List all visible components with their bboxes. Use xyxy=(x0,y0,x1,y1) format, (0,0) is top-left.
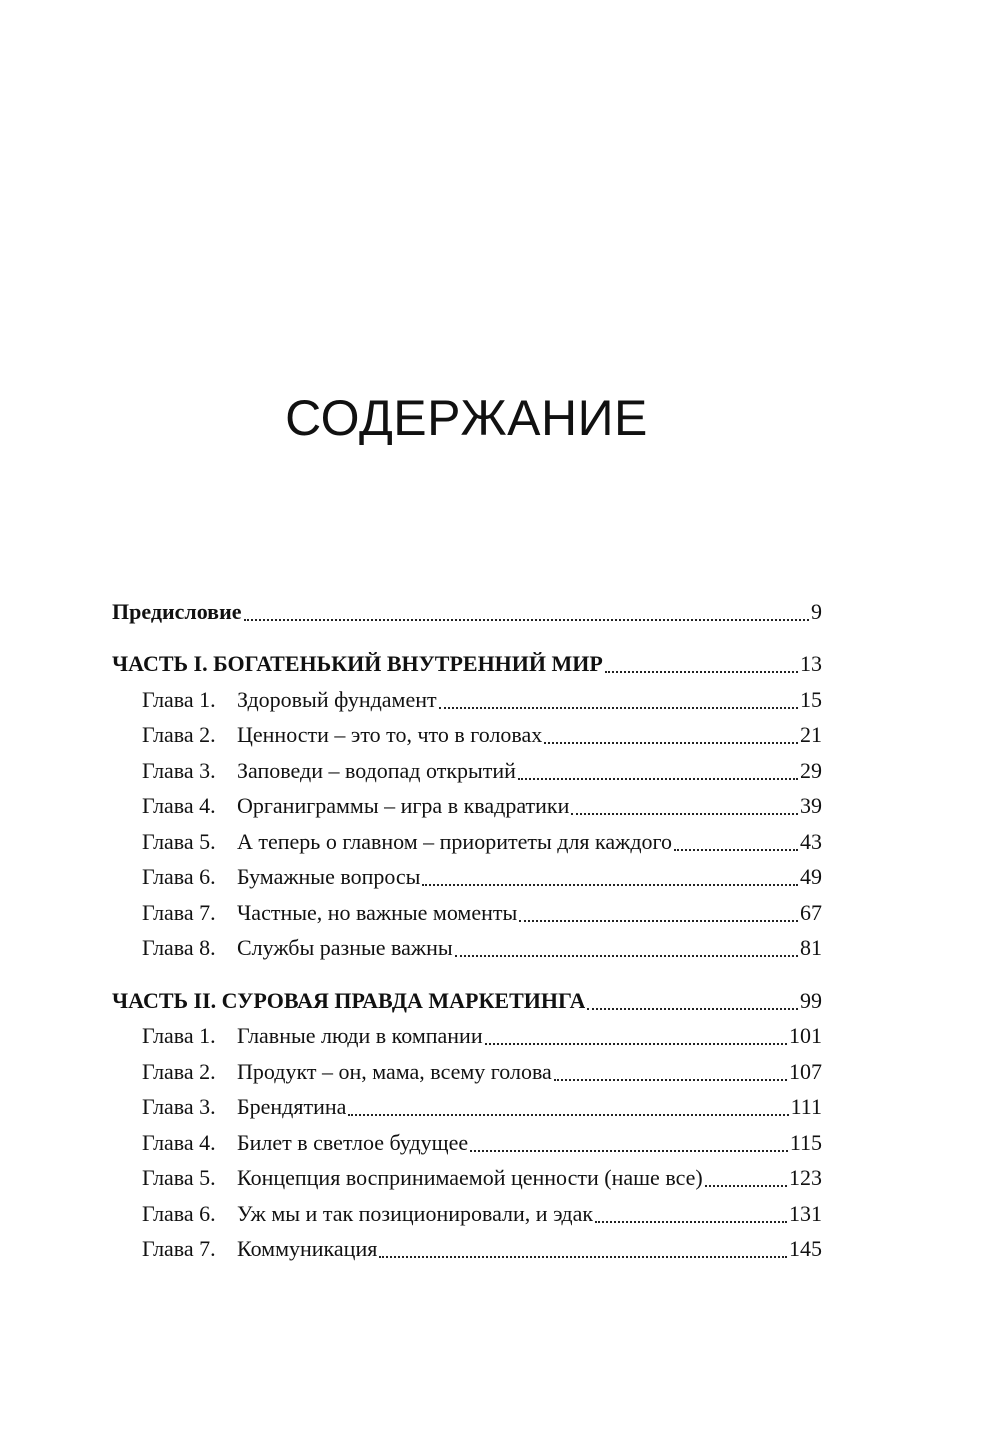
dot-leader xyxy=(554,1078,787,1081)
dot-leader xyxy=(439,706,798,709)
toc-entry-title: Заповеди – водопад открытий xyxy=(237,757,516,783)
toc-entry-title: ЧАСТЬ II. СУРОВАЯ ПРАВДА МАРКЕТИНГА xyxy=(112,987,586,1013)
dot-leader xyxy=(470,1149,788,1152)
toc-entry-part-2[interactable] xyxy=(112,983,822,1019)
toc-entry-chapter[interactable] xyxy=(112,824,822,860)
toc-entry-number: Глава 5. xyxy=(142,828,216,854)
dot-leader xyxy=(544,741,798,744)
toc-entry-page: 13 xyxy=(800,651,822,677)
toc-entry-number: Глава 3. xyxy=(142,1094,216,1120)
toc-entry-chapter[interactable] xyxy=(112,1019,822,1055)
toc-entry-part-1[interactable] xyxy=(112,647,822,683)
toc-entry-page: 9 xyxy=(811,598,822,624)
toc-entry-page: 123 xyxy=(789,1165,822,1191)
dot-leader xyxy=(422,883,798,886)
toc-entry-title: Здоровый фундамент xyxy=(237,686,437,712)
toc-entry-chapter[interactable] xyxy=(112,753,822,789)
toc-entry-title: Коммуникация xyxy=(237,1236,378,1262)
toc-entry-page: 115 xyxy=(789,1129,822,1155)
toc-entry-number: Глава 2. xyxy=(142,722,216,748)
toc-entry-title: Уж мы и так позиционировали, и эдак xyxy=(237,1200,594,1226)
toc-entry-title: Предисловие xyxy=(112,598,242,624)
dot-leader xyxy=(605,670,798,673)
toc-entry-number: Глава 1. xyxy=(142,686,216,712)
toc-entry-title: Ценности – это то, что в головах xyxy=(237,722,543,748)
toc-entry-number: Глава 7. xyxy=(142,1236,216,1262)
toc-entry-chapter[interactable] xyxy=(112,789,822,825)
toc-entry-title: Главные люди в компании xyxy=(237,1023,483,1049)
toc-entry-number: Глава 6. xyxy=(142,1200,216,1226)
toc-entry-chapter[interactable] xyxy=(112,860,822,896)
toc-entry-page: 99 xyxy=(800,987,822,1013)
toc-entry-title: Частные, но важные моменты xyxy=(237,899,518,925)
dot-leader xyxy=(674,848,798,851)
dot-leader xyxy=(595,1220,787,1223)
toc-entry-number: Глава 3. xyxy=(142,757,216,783)
toc-entry-chapter[interactable] xyxy=(112,1125,822,1161)
toc-entry-number: Глава 1. xyxy=(142,1023,216,1049)
dot-leader xyxy=(379,1255,787,1258)
toc-entry-chapter[interactable] xyxy=(112,1054,822,1090)
toc-entry-page: 107 xyxy=(789,1058,822,1084)
toc-entry-page: 131 xyxy=(789,1200,822,1226)
dot-leader xyxy=(455,954,798,957)
toc-entry-title: Продукт – он, мама, всему голова xyxy=(237,1058,552,1084)
toc-entry-number: Глава 4. xyxy=(142,1129,216,1155)
toc-entry-number: Глава 2. xyxy=(142,1058,216,1084)
toc-entry-chapter[interactable] xyxy=(112,1090,822,1126)
dot-leader xyxy=(571,812,798,815)
toc-entry-page: 111 xyxy=(790,1094,822,1120)
toc-entry-title: Билет в светлое будущее xyxy=(237,1129,469,1155)
toc-entry-page: 15 xyxy=(800,686,822,712)
dot-leader xyxy=(519,919,798,922)
toc-entry-title: А теперь о главном – приоритеты для каждого xyxy=(237,828,673,854)
table-of-contents xyxy=(112,594,822,1267)
toc-entry-page: 29 xyxy=(800,757,822,783)
toc-entry-title: Бумажные вопросы xyxy=(237,864,421,890)
toc-entry-chapter[interactable] xyxy=(112,1232,822,1268)
toc-entry-preface[interactable] xyxy=(112,594,822,630)
toc-entry-page: 39 xyxy=(800,793,822,819)
toc-entry-chapter[interactable] xyxy=(112,718,822,754)
dot-leader xyxy=(348,1113,788,1116)
toc-entry-number: Глава 4. xyxy=(142,793,216,819)
toc-entry-page: 81 xyxy=(800,935,822,961)
toc-entry-page: 21 xyxy=(800,722,822,748)
toc-entry-page: 43 xyxy=(800,828,822,854)
dot-leader xyxy=(244,618,809,621)
toc-entry-page: 101 xyxy=(789,1023,822,1049)
toc-entry-chapter[interactable] xyxy=(112,1161,822,1197)
toc-entry-page: 67 xyxy=(800,899,822,925)
dot-leader xyxy=(587,1007,798,1010)
toc-entry-number: Глава 7. xyxy=(142,899,216,925)
toc-entry-title: Концепция воспринимаемой ценности (наше все) xyxy=(237,1165,703,1191)
toc-entry-chapter[interactable] xyxy=(112,1196,822,1232)
page-title: СОДЕРЖАНИЕ xyxy=(285,389,648,446)
toc-entry-title: ЧАСТЬ I. БОГАТЕНЬКИЙ ВНУТРЕННИЙ МИР xyxy=(112,651,603,677)
toc-entry-page: 49 xyxy=(800,864,822,890)
toc-entry-chapter[interactable] xyxy=(112,682,822,718)
dot-leader xyxy=(485,1042,787,1045)
toc-entry-number: Глава 8. xyxy=(142,935,216,961)
toc-entry-chapter[interactable] xyxy=(112,895,822,931)
toc-entry-title: Органиграммы – игра в квадратики xyxy=(237,793,570,819)
toc-entry-number: Глава 6. xyxy=(142,864,216,890)
dot-leader xyxy=(705,1184,787,1187)
toc-entry-title: Брендятина xyxy=(237,1094,347,1120)
toc-entry-page: 145 xyxy=(789,1236,822,1262)
toc-entry-number: Глава 5. xyxy=(142,1165,216,1191)
toc-entry-title: Службы разные важны xyxy=(237,935,453,961)
dot-leader xyxy=(518,777,798,780)
toc-entry-chapter[interactable] xyxy=(112,931,822,967)
